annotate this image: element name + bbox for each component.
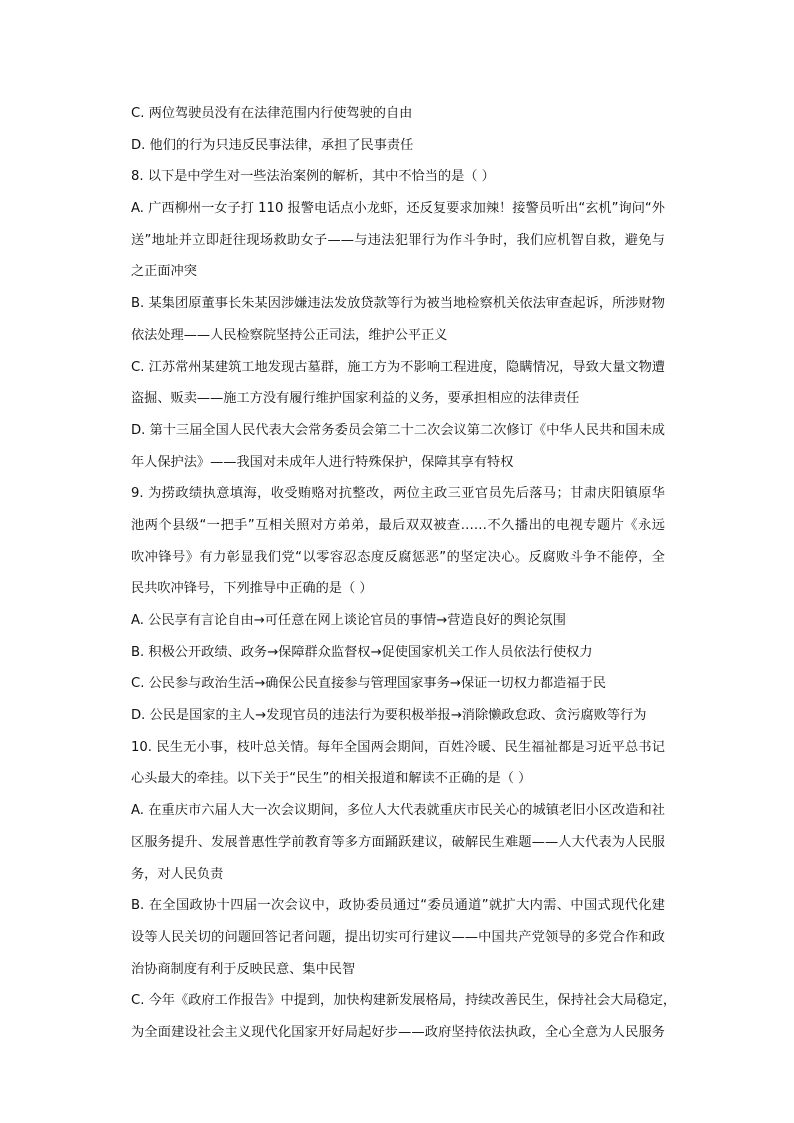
text-line: C. 今年《政府工作报告》中提到，加快构建新发展格局，持续改善民生，保持社会大局稳定， <box>131 993 677 1009</box>
text-line: B. 某集团原董事长朱某因涉嫌违法发放贷款等行为被当地检察机关依法审查起诉，所涉财物 <box>131 296 665 312</box>
text-line: 9. 为捞政绩执意填海，收受贿赂对抗整改，两位主政三亚官员先后落马；甘肃庆阳镇原华 <box>131 486 665 502</box>
text-line: A. 公民享有言论自由→可任意在网上谈论官员的事情→营造良好的舆论氛围 <box>131 613 566 628</box>
text-line: 心头最大的牵挂。以下关于“民生”的相关报道和解读不正确的是（ ） <box>131 771 532 787</box>
text-line: C. 公民参与政治生活→确保公民直接参与管理国家事务→保证一切权力都造福于民 <box>131 676 606 692</box>
text-line: 送”地址并立即赶往现场救助女子——与违法犯罪行为作斗争时，我们应机智自救，避免与 <box>131 232 665 248</box>
text-line: 务，对人民负责 <box>131 866 224 882</box>
text-line: 10. 民生无小事，枝叶总关情。每年全国两会期间，百姓冷暖、民生福祉都是习近平总书记 <box>131 739 665 755</box>
text-line: C. 江苏常州某建筑工地发现古墓群，施工方为不影响工程进度，隐瞒情况，导致大量文物遭 <box>131 359 665 375</box>
text-line: 之正面冲突 <box>131 264 197 280</box>
text-line: 年人保护法》——我国对未成年人进行特殊保护，保障其享有特权 <box>131 454 514 470</box>
text-line: 民共吹冲锋号，下列推导中正确的是（ ） <box>131 581 373 597</box>
text-line: B. 积极公开政绩、政务→保障群众监督权→促使国家机关工作人员依法行使权力 <box>131 644 593 660</box>
text-line: 设等人民关切的问题回答记者问题，提出切实可行建议——中国共产党领导的多党合作和政 <box>131 929 665 945</box>
text-line: 8. 以下是中学生对一些法治案例的解析，其中不恰当的是（ ） <box>131 169 495 185</box>
text-line: D. 第十三届全国人民代表大会常务委员会第二十二次会议第二次修订《中华人民共和国未成 <box>131 422 665 438</box>
text-line: B. 在全国政协十四届一次会议中，政协委员通过“委员通道”就扩大内需、中国式现代化建 <box>131 898 665 914</box>
exam-text-body <box>131 103 677 1054</box>
text-line: 区服务提升、发展普惠性学前教育等多方面踊跃建议，破解民生难题——人大代表为人民服 <box>131 834 665 850</box>
text-line: 池两个县级“一把手”互相关照对方弟弟，最后双双被查……不久播出的电视专题片《永远 <box>131 517 665 533</box>
text-line: 治协商制度有利于反映民意、集中民智 <box>131 961 356 977</box>
text-line: 依法处理——人民检察院坚持公正司法，维护公平正义 <box>131 327 448 343</box>
text-line: A. 在重庆市六届人大一次会议期间，多位人大代表就重庆市民关心的城镇老旧小区改造和社 <box>131 803 665 819</box>
text-line: 盗掘、贩卖——施工方没有履行维护国家利益的义务，要承担相应的法律责任 <box>131 391 580 407</box>
text-line: D. 他们的行为只违反民事法律，承担了民事责任 <box>131 137 414 153</box>
text-line: 吹冲锋号》有力彰显我们党“以零容忍态度反腐惩恶”的坚定决心。反腐败斗争不能停，全 <box>131 549 665 565</box>
text-line: C. 两位驾驶员没有在法律范围内行使驾驶的自由 <box>131 106 413 121</box>
text-line: A. 广西柳州一女子打 110 报警电话点小龙虾，还反复要求加辣！接警员听出“玄机”询问“外 <box>131 201 665 217</box>
text-line: D. 公民是国家的主人→发现官员的违法行为要积极举报→消除懒政怠政、贪污腐败等行为 <box>131 708 647 724</box>
text-line: 为全面建设社会主义现代化国家开好局起好步——政府坚持依法执政，全心全意为人民服务 <box>131 1024 665 1040</box>
